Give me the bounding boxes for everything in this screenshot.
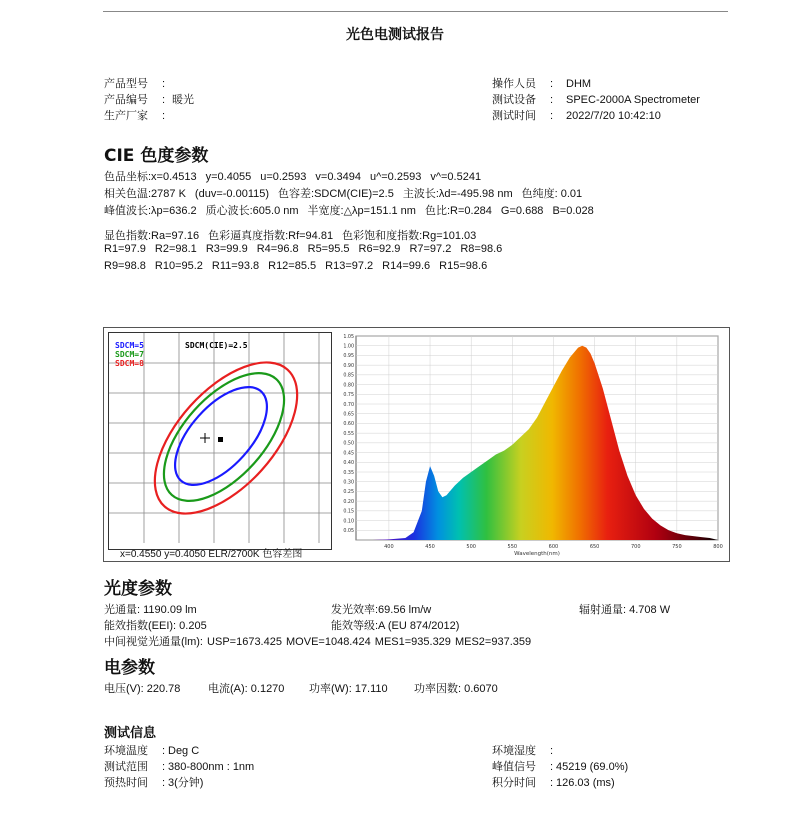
warmup-time-value: 3(分钟) bbox=[168, 777, 204, 789]
power-factor: 功率因数: 0.6070 bbox=[414, 683, 498, 695]
device-row: 测试设备 : SPEC-2000A Spectrometer bbox=[492, 91, 700, 107]
cie-row-5 bbox=[104, 243, 511, 255]
y-tick-label: 0.80 bbox=[343, 383, 354, 389]
power: 功率(W): 17.110 bbox=[309, 683, 388, 695]
integration-time-label: 积分时间 bbox=[492, 777, 536, 789]
x-tick-labels bbox=[384, 544, 723, 550]
chromaticity-x: 色品坐标:x=0.4513 bbox=[104, 171, 197, 183]
chromaticity-y: y=0.4055 bbox=[205, 171, 252, 183]
ratio-g: G=0.688 bbox=[500, 205, 544, 217]
y-tick-label: 0.15 bbox=[343, 509, 354, 515]
test-range-label: 测试范围 bbox=[104, 761, 148, 773]
warmup-time-row: 预热时间 : 3(分钟) bbox=[104, 774, 203, 790]
gamut-rg: 色彩饱和度指数:Rg=101.03 bbox=[342, 230, 477, 242]
chromaticity-v-prime: v^=0.5241 bbox=[430, 171, 482, 183]
manufacturer-label: 生产厂家 bbox=[104, 110, 148, 122]
y-tick-label: 1.00 bbox=[343, 344, 354, 350]
cct-value: 相关色温:2787 K bbox=[104, 188, 186, 200]
cie-row-1 bbox=[104, 168, 490, 184]
product-number-label: 产品编号 bbox=[104, 94, 148, 106]
integration-time-row: 积分时间 : 126.03 (ms) bbox=[492, 774, 615, 790]
test-time-row: 测试时间 : 2022/7/20 10:42:10 bbox=[492, 107, 661, 123]
y-tick-label: 0.10 bbox=[343, 519, 354, 525]
cie-caption: x=0.4550 y=0.4050 ELR/2700K 色容差图 bbox=[120, 549, 303, 560]
x-tick-label: 700 bbox=[630, 544, 641, 550]
y-tick-label: 0.55 bbox=[343, 431, 354, 437]
device-label: 测试设备 bbox=[492, 94, 536, 106]
top-rule bbox=[103, 11, 728, 12]
peak-signal-value: 45219 (69.0%) bbox=[556, 761, 629, 773]
operator-label: 操作人员 bbox=[492, 78, 536, 90]
r-value: R5=95.5 bbox=[307, 243, 350, 255]
x-tick-label: 750 bbox=[672, 544, 682, 550]
product-model-label: 产品型号 bbox=[104, 78, 148, 90]
y-tick-label: 0.60 bbox=[343, 422, 354, 428]
r-value: R3=99.9 bbox=[205, 243, 248, 255]
ambient-temperature-row: 环境温度 : Deg C bbox=[104, 742, 199, 758]
y-tick-label: 0.50 bbox=[343, 441, 354, 447]
luminous-efficacy: 发光效率:69.56 lm/w bbox=[331, 604, 432, 616]
test-time-label: 测试时间 bbox=[492, 110, 536, 122]
product-number-row: 产品编号 : 暖光 bbox=[104, 91, 194, 107]
legend-sdcm8: SDCM=8 bbox=[115, 359, 144, 368]
y-tick-label: 0.30 bbox=[343, 480, 354, 486]
radiant-flux: 辐射通量: 4.708 W bbox=[579, 604, 671, 616]
ambient-temperature-label: 环境温度 bbox=[104, 745, 148, 757]
ambient-humidity-row: 环境湿度 : bbox=[492, 742, 556, 758]
y-tick-label: 0.85 bbox=[343, 373, 354, 379]
cie-row-3 bbox=[104, 202, 603, 218]
peak-signal-row: 峰值信号 : 45219 (69.0%) bbox=[492, 758, 628, 774]
dominant-wavelength: 主波长:λd=-495.98 nm bbox=[402, 188, 513, 200]
y-tick-label: 0.05 bbox=[343, 529, 354, 535]
legend-sdcm5: SDCM=5 bbox=[115, 341, 144, 350]
cri-ra: 显色指数:Ra=97.16 bbox=[104, 230, 200, 242]
x-tick-label: 500 bbox=[466, 544, 476, 550]
r-value: R8=98.6 bbox=[460, 243, 503, 255]
x-tick-label: 400 bbox=[384, 544, 394, 550]
legend-sdcm7: SDCM=7 bbox=[115, 350, 144, 359]
peak-signal-label: 峰值信号 bbox=[492, 761, 536, 773]
manufacturer-row: 生产厂家 : bbox=[104, 107, 172, 123]
chromaticity-v: v=0.3494 bbox=[315, 171, 361, 183]
product-number-value: 暖光 bbox=[172, 94, 194, 106]
y-tick-label: 0.45 bbox=[343, 451, 354, 457]
y-tick-label: 0.90 bbox=[343, 363, 354, 369]
cie-heading: CIE 色度参数 bbox=[104, 146, 209, 166]
x-tick-label: 600 bbox=[548, 544, 559, 550]
spectrum-chart bbox=[336, 330, 726, 558]
sdcm-value: 色容差:SDCM(CIE)=2.5 bbox=[278, 188, 394, 200]
luminous-flux: 光通量: 1190.09 lm bbox=[104, 604, 197, 616]
photometric-heading: 光度参数 bbox=[104, 579, 172, 599]
r-value: R10=95.2 bbox=[154, 260, 203, 272]
half-width: 半宽度:△λp=151.1 nm bbox=[307, 205, 416, 217]
y-tick-label: 0.75 bbox=[343, 393, 354, 399]
chromaticity-u: u=0.2593 bbox=[260, 171, 307, 183]
x-axis-label: Wavelength(nm) bbox=[514, 551, 560, 557]
cie-row-6 bbox=[104, 260, 496, 272]
ambient-humidity-label: 环境湿度 bbox=[492, 745, 536, 757]
y-tick-label: 1.05 bbox=[343, 334, 354, 340]
cie-tolerance-svg bbox=[109, 333, 331, 543]
test-range-value: 380-800nm : 1nm bbox=[168, 761, 255, 773]
cie-row-2 bbox=[104, 185, 591, 201]
y-tick-label: 0.65 bbox=[343, 412, 354, 418]
energy-efficiency-index: 能效指数(EEI): 0.205 bbox=[104, 620, 207, 632]
report-title: 光色电测试报告 bbox=[346, 27, 444, 43]
x-tick-label: 450 bbox=[425, 544, 435, 550]
chromaticity-u-prime: u^=0.2593 bbox=[369, 171, 422, 183]
x-tick-label: 550 bbox=[507, 544, 518, 550]
r-value: R12=85.5 bbox=[268, 260, 317, 272]
r-value: R9=98.8 bbox=[104, 260, 146, 272]
ratio-r: 色比:R=0.284 bbox=[424, 205, 492, 217]
sdcm-label: SDCM(CIE)=2.5 bbox=[185, 341, 248, 350]
test-info-heading: 测试信息 bbox=[104, 726, 157, 741]
r-value: R1=97.9 bbox=[104, 243, 146, 255]
x-tick-label: 800 bbox=[713, 544, 723, 550]
centroid-wavelength: 质心波长:605.0 nm bbox=[205, 205, 299, 217]
r-value: R11=93.8 bbox=[211, 260, 260, 272]
ambient-temperature-value: Deg C bbox=[168, 745, 200, 757]
y-tick-label: 0.20 bbox=[343, 499, 354, 505]
r-value: R2=98.1 bbox=[154, 243, 197, 255]
test-range-row: 测试范围 : 380-800nm : 1nm bbox=[104, 758, 254, 774]
r-value: R13=97.2 bbox=[325, 260, 374, 272]
operator-value: DHM bbox=[566, 78, 592, 90]
sdcm8-ellipse bbox=[129, 338, 323, 539]
device-value: SPEC-2000A Spectrometer bbox=[566, 94, 700, 106]
y-tick-label: 0.70 bbox=[343, 402, 354, 408]
fidelity-rf: 色彩逼真度指数:Rf=94.81 bbox=[208, 230, 334, 242]
spectrum-svg bbox=[336, 330, 726, 558]
y-tick-label: 0.35 bbox=[343, 470, 354, 476]
y-tick-label: 0.25 bbox=[343, 490, 354, 496]
integration-time-value: 126.03 (ms) bbox=[556, 777, 615, 789]
r-value: R15=98.6 bbox=[439, 260, 488, 272]
y-tick-labels bbox=[343, 334, 354, 534]
energy-class: 能效等级:A (EU 874/2012) bbox=[331, 620, 460, 632]
cie-row-4 bbox=[104, 227, 485, 243]
r-value: R6=92.9 bbox=[358, 243, 401, 255]
product-model-row: 产品型号 : bbox=[104, 75, 172, 91]
mesopic-flux: 中间视觉光通量(lm): USP=1673.425 MOVE=1048.424 MES1=935.329 MES2=937.359 bbox=[104, 636, 532, 648]
color-purity: 色纯度: 0.01 bbox=[521, 188, 583, 200]
r-value: R7=97.2 bbox=[409, 243, 452, 255]
sdcm5-ellipse bbox=[159, 371, 284, 500]
ratio-b: B=0.028 bbox=[552, 205, 594, 217]
y-tick-label: 0.95 bbox=[343, 354, 354, 360]
duv-value: (duv=-0.00115) bbox=[194, 188, 270, 200]
r-value: R4=96.8 bbox=[256, 243, 299, 255]
voltage: 电压(V): 220.78 bbox=[104, 683, 181, 695]
y-tick-label: 0.40 bbox=[343, 461, 354, 467]
warmup-time-label: 预热时间 bbox=[104, 777, 148, 789]
chart-frame bbox=[103, 327, 730, 562]
measured-point bbox=[218, 437, 223, 442]
current: 电流(A): 0.1270 bbox=[208, 683, 285, 695]
operator-row: 操作人员 : DHM bbox=[492, 75, 591, 91]
electrical-heading: 电参数 bbox=[104, 658, 155, 678]
x-tick-label: 650 bbox=[589, 544, 600, 550]
peak-wavelength: 峰值波长:λp=636.2 bbox=[104, 205, 197, 217]
test-time-value: 2022/7/20 10:42:10 bbox=[566, 110, 661, 122]
target-cross bbox=[200, 433, 210, 443]
r-value: R14=99.6 bbox=[382, 260, 431, 272]
cie-tolerance-diagram bbox=[108, 332, 332, 550]
